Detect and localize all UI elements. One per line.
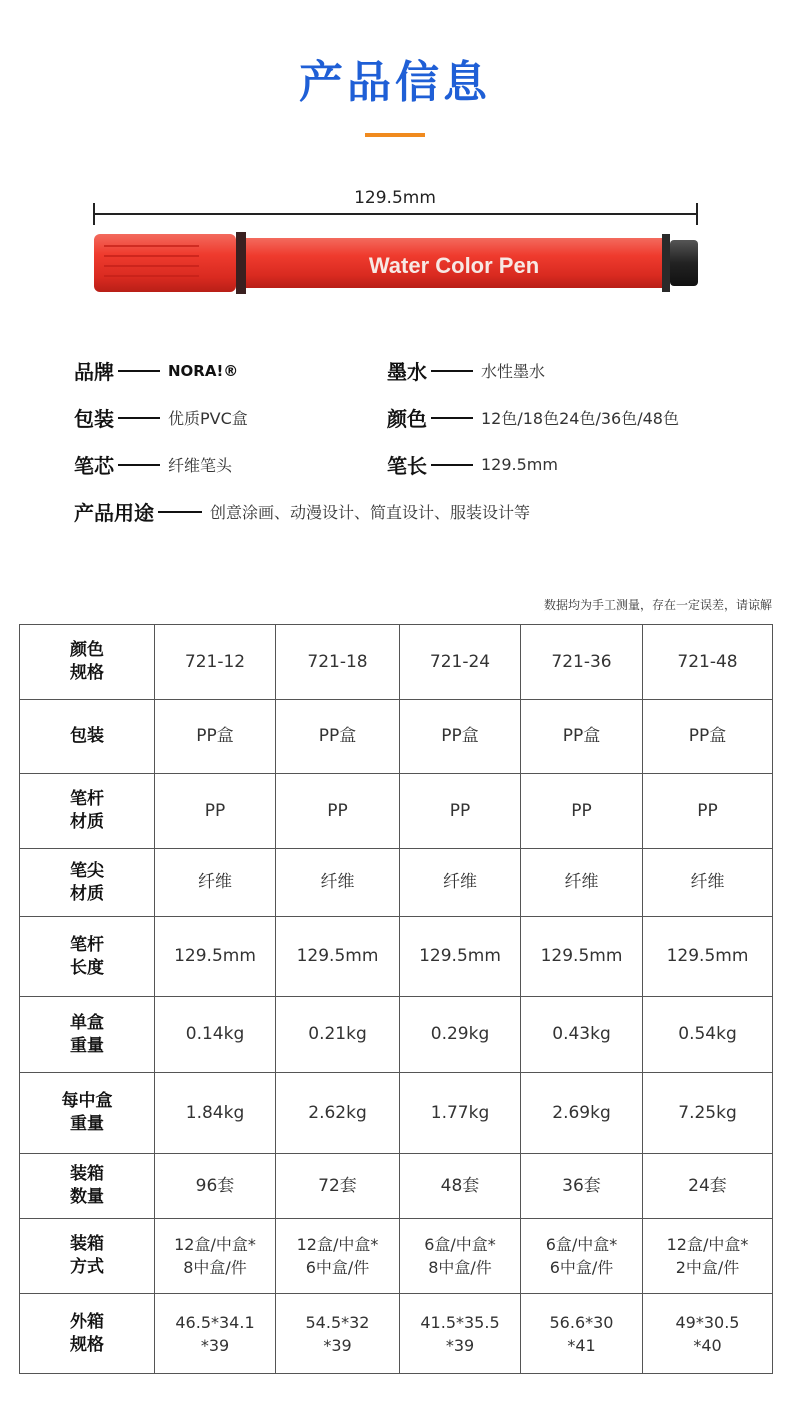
- table-cell: 54.5*32 *39: [276, 1294, 400, 1374]
- row-header: 包装: [20, 700, 155, 774]
- table-cell: 0.43kg: [521, 997, 643, 1073]
- table-cell: 6盒/中盒* 8中盒/件: [400, 1219, 521, 1294]
- table-cell: 721-24: [400, 625, 521, 700]
- table-row: [20, 700, 773, 774]
- table-cell: 纤维: [400, 849, 521, 917]
- table-row: [20, 1294, 773, 1374]
- spec-colors: 颜色 12色/18色24色/36色/48色: [387, 407, 679, 431]
- table-cell: 1.77kg: [400, 1073, 521, 1154]
- table-row: [20, 1154, 773, 1219]
- table-cell: 56.6*30 *41: [521, 1294, 643, 1374]
- dimension-line: [94, 213, 697, 215]
- table-cell: 0.29kg: [400, 997, 521, 1073]
- table-cell: 48套: [400, 1154, 521, 1219]
- spec-core: 笔芯 纤维笔头: [74, 454, 233, 478]
- row-header: 每中盒 重量: [20, 1073, 155, 1154]
- table-row: [20, 1219, 773, 1294]
- title-underline: [365, 133, 425, 137]
- table-cell: 纤维: [155, 849, 276, 917]
- table-cell: PP盒: [400, 700, 521, 774]
- spec-package: 包装 优质PVC盒: [74, 407, 248, 431]
- table-cell: 12盒/中盒* 2中盒/件: [643, 1219, 773, 1294]
- row-header: 笔杆 长度: [20, 917, 155, 997]
- spec-ink: 墨水 水性墨水: [387, 360, 546, 384]
- spec-brand: 品牌 NORA!®: [74, 360, 239, 384]
- table-cell: 96套: [155, 1154, 276, 1219]
- table-cell: 721-12: [155, 625, 276, 700]
- table-cell: PP盒: [521, 700, 643, 774]
- table-row: [20, 849, 773, 917]
- pen-end-ring: [662, 234, 670, 292]
- table-row: [20, 917, 773, 997]
- row-header: 颜色 规格: [20, 625, 155, 700]
- row-header: 单盒 重量: [20, 997, 155, 1073]
- table-cell: 721-36: [521, 625, 643, 700]
- watercolor-pen-illustration: [94, 232, 704, 294]
- dimension-tick-left: [93, 203, 95, 225]
- table-cell: PP: [521, 774, 643, 849]
- table-cell: 12盒/中盒* 6中盒/件: [276, 1219, 400, 1294]
- table-cell: PP盒: [155, 700, 276, 774]
- table-cell: 41.5*35.5 *39: [400, 1294, 521, 1374]
- row-header: 笔杆 材质: [20, 774, 155, 849]
- table-cell: 72套: [276, 1154, 400, 1219]
- table-cell: 49*30.5 *40: [643, 1294, 773, 1374]
- table-cell: 0.21kg: [276, 997, 400, 1073]
- table-cell: 129.5mm: [155, 917, 276, 997]
- table-row: [20, 1073, 773, 1154]
- brand-logo-text: NORA!®: [168, 361, 239, 380]
- table-cell: 1.84kg: [155, 1073, 276, 1154]
- table-cell: 纤维: [276, 849, 400, 917]
- table-row: [20, 625, 773, 700]
- table-row: [20, 997, 773, 1073]
- table-cell: 721-48: [643, 625, 773, 700]
- table-cell: 129.5mm: [276, 917, 400, 997]
- table-cell: 24套: [643, 1154, 773, 1219]
- table-cell: 纤维: [643, 849, 773, 917]
- table-cell: 2.62kg: [276, 1073, 400, 1154]
- table-cell: PP: [155, 774, 276, 849]
- table-cell: PP盒: [276, 700, 400, 774]
- pen-label: Water Color Pen: [368, 253, 540, 278]
- table-cell: 7.25kg: [643, 1073, 773, 1154]
- row-header: 外箱 规格: [20, 1294, 155, 1374]
- table-cell: 36套: [521, 1154, 643, 1219]
- table-cell: 129.5mm: [643, 917, 773, 997]
- row-header: 笔尖 材质: [20, 849, 155, 917]
- table-cell: PP: [643, 774, 773, 849]
- table-cell: 0.54kg: [643, 997, 773, 1073]
- table-cell: 46.5*34.1 *39: [155, 1294, 276, 1374]
- row-header: 装箱 方式: [20, 1219, 155, 1294]
- table-row: [20, 774, 773, 849]
- table-cell: PP: [400, 774, 521, 849]
- table-cell: 12盒/中盒* 8中盒/件: [155, 1219, 276, 1294]
- pen-ring: [236, 232, 246, 294]
- row-header: 装箱 数量: [20, 1154, 155, 1219]
- spec-length: 笔长 129.5mm: [387, 454, 558, 478]
- table-cell: 129.5mm: [521, 917, 643, 997]
- spec-usage: 产品用途 创意涂画、动漫设计、简直设计、服装设计等: [74, 501, 531, 525]
- table-cell: 721-18: [276, 625, 400, 700]
- page-title: 产品信息: [299, 57, 491, 108]
- table-cell: 0.14kg: [155, 997, 276, 1073]
- table-cell: 6盒/中盒* 6中盒/件: [521, 1219, 643, 1294]
- table-cell: 纤维: [521, 849, 643, 917]
- table-cell: 129.5mm: [400, 917, 521, 997]
- length-dimension-label: 129.5mm: [354, 188, 436, 208]
- pen-cap: [94, 234, 236, 292]
- measurement-disclaimer: 数据均为手工测量，存在一定误差，请谅解: [543, 598, 772, 612]
- dimension-tick-right: [696, 203, 698, 225]
- spec-table: [19, 624, 773, 1374]
- table-cell: PP盒: [643, 700, 773, 774]
- table-cell: 2.69kg: [521, 1073, 643, 1154]
- pen-end-cap: [670, 240, 698, 286]
- table-cell: PP: [276, 774, 400, 849]
